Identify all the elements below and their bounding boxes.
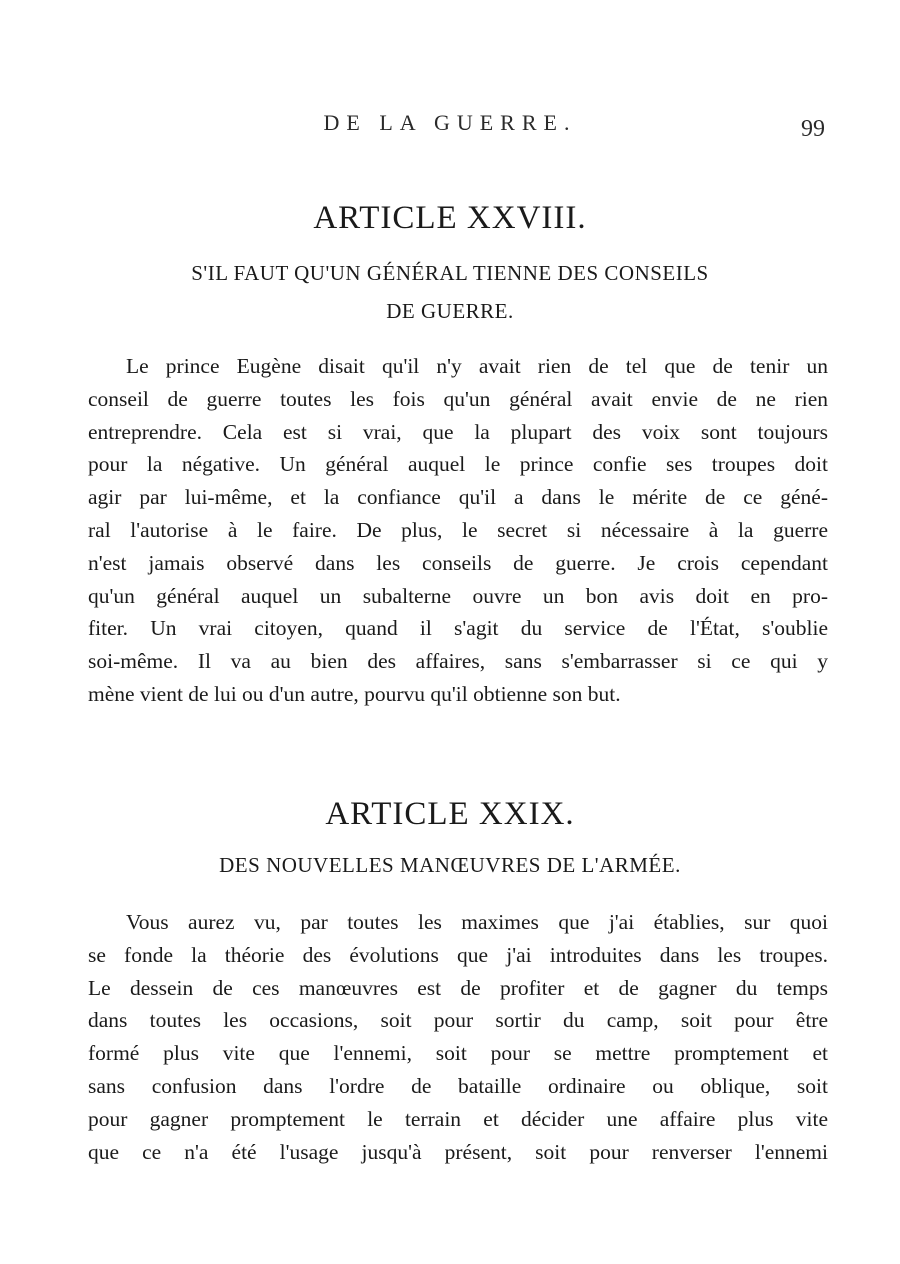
body-line: mène vient de lui ou d'un autre, pourvu qu'il obtienne son but. bbox=[88, 681, 621, 706]
article-29-subtitle-line: DES NOUVELLES MANŒUVRES DE L'ARMÉE. bbox=[219, 853, 681, 877]
running-head: DE LA GUERRE. bbox=[323, 110, 577, 135]
body-line: entreprendre. Cela est si vrai, que la plupart des voix sont toujours bbox=[88, 419, 828, 444]
article-29-subtitle bbox=[100, 846, 800, 884]
body-line: qu'un général auquel un subalterne ouvre un bon avis doit en pro- bbox=[88, 583, 828, 608]
article-29-title: ARTICLE XXIX. bbox=[325, 796, 575, 832]
body-line: sans confusion dans l'ordre de bataille ordinaire ou oblique, soit bbox=[88, 1073, 828, 1098]
article-28-body bbox=[88, 350, 828, 711]
body-line: que ce n'a été l'usage jusqu'à présent, soit pour renverser l'ennemi bbox=[88, 1139, 828, 1164]
article-28-subtitle-line: S'IL FAUT QU'UN GÉNÉRAL TIENNE DES CONSEILS bbox=[191, 261, 709, 285]
body-line: Le dessein de ces manœuvres est de profiter et de gagner du temps bbox=[88, 975, 828, 1000]
body-line: n'est jamais observé dans les conseils de guerre. Je crois cependant bbox=[88, 550, 828, 575]
body-line: Le prince Eugène disait qu'il n'y avait rien de tel que de tenir un bbox=[126, 354, 828, 378]
body-line: ral l'autorise à le faire. De plus, le secret si nécessaire à la guerre bbox=[88, 517, 828, 542]
body-line: pour gagner promptement le terrain et décider une affaire plus vite bbox=[88, 1106, 828, 1131]
body-line: soi-même. Il va au bien des affaires, sans s'embarrasser si ce qui y bbox=[88, 649, 828, 674]
body-line: fiter. Un vrai citoyen, quand il s'agit du service de l'État, s'oublie bbox=[88, 616, 828, 641]
body-line: formé plus vite que l'ennemi, soit pour se mettre promptement et bbox=[88, 1041, 828, 1066]
body-line: conseil de guerre toutes les fois qu'un général avait envie de ne rien bbox=[88, 386, 828, 411]
body-line: pour la négative. Un général auquel le prince confie ses troupes doit bbox=[88, 452, 828, 477]
article-29-body bbox=[88, 906, 828, 1168]
page-number: 99 bbox=[801, 116, 825, 142]
article-28-subtitle-line: DE GUERRE. bbox=[386, 299, 514, 323]
body-line: agir par lui-même, et la confiance qu'il a dans le mérite de ce géné- bbox=[88, 485, 828, 510]
body-line: se fonde la théorie des évolutions que j'ai introduites dans les troupes. bbox=[88, 942, 828, 967]
article-28-subtitle bbox=[100, 254, 800, 330]
article-28-title: ARTICLE XXVIII. bbox=[313, 200, 587, 236]
body-line: dans toutes les occasions, soit pour sortir du camp, soit pour être bbox=[88, 1008, 828, 1033]
body-line: Vous aurez vu, par toutes les maximes que j'ai établies, sur quoi bbox=[126, 910, 828, 934]
